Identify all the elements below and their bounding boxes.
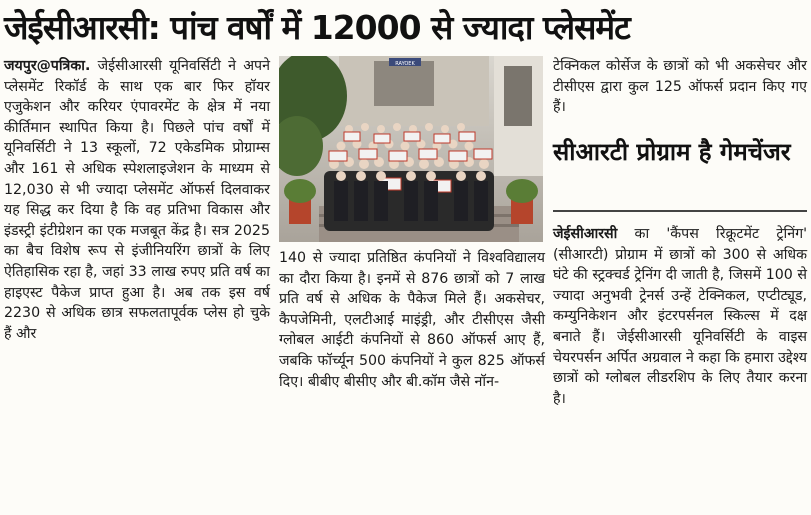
dateline: जयपुर@पत्रिका. — [4, 58, 91, 74]
article-column-1 — [4, 56, 270, 344]
column-3-top-text: टेक्निकल कोर्सेज के छात्रों को भी अकसेचर और टीसीएस द्वारा कुल 125 ऑफर्स प्रदान किए गए हैं। — [553, 58, 807, 116]
group-photo — [279, 56, 543, 242]
section-divider — [553, 210, 807, 212]
article-column-3-top — [553, 56, 807, 118]
headline: जेईसीआरसी: पांच वर्षों में 12000 से ज्यादा प्लेसमेंट — [4, 7, 630, 47]
column-1-text: जेईसीआरसी यूनिवर्सिटी ने अपने प्लेसमेंट रिकॉर्ड के साथ एक बार फिर हॉयर एजुकेशन और करियर एंपावरमेंट के क्षेत्र में नया कीर्तिमान स्थापित किया है। पिछले पांच वर्षों में यूनिवर्सिटी ने 13 स्कूलों, 72 एकेडमिक प्रोग्राम्स और 161 से अधिक स्पेशलाइजेशन के माध्यम से 12,030 से भी ज्यादा प्लेसमेंट ऑफर्स दिलवाकर यह सिद्ध कर दिया है कि वह प्रतिभा विकास और इंडस्ट्री इंटीग्रेशन का एक मजबूत केंद्र है। सत्र 2025 का बैच विशेष रूप से इंजीनियरिंग छात्रों के लिए ऐतिहासिक रहा है, जहां 33 लाख रुपए प्रति वर्ष का हाइएस्ट पैकेज प्राप्त हुआ है। अब तक इस वर्ष 2230 से अधिक छात्र सफलतापूर्वक प्लेस हो चुके हैं और — [4, 58, 270, 342]
building-sign: RAYOEK — [395, 61, 415, 67]
column-3-body-text: का 'कैंपस रिक्रूटमेंट ट्रेनिंग' (सीआरटी) प्रोग्राम में छात्रों को 300 से अधिक घंटे की स्ट्रक्चर्ड ट्रेनिंग दी जाती है, जिसमें 100 से ज्यादा अनुभवी ट्रेनर्स उन्हें टेक्निकल, एप्टीट्यूड, कम्युनिकेशन और इंटरपर्सनल स्किल्स में दक्ष बनाते हैं। जेईसीआरसी यूनिवर्सिटी के वाइस चेयरपर्सन अर्पित अग्रवाल ने कहा कि हमारा उद्देश्य छात्रों को ग्लोबल लीडरशिप के लिए तैयार करना है। — [553, 226, 807, 407]
subheading: सीआरटी प्रोग्राम है गेमचेंजर — [553, 138, 791, 166]
column-2-text: 140 से ज्यादा प्रतिष्ठित कंपनियों ने विश्वविद्यालय का दौरा किया है। इनमें से 876 छात्रों को 7 लाख प्रति वर्ष से अधिक के पैकेज मिले हैं। अकसेचर, कैपजेमिनी, एलटीआई माइंड्री, और टीसीएस जैसी ग्लोबल आईटी कंपनियों से 860 ऑफर्स आए हैं, जबकि फॉर्च्यून 500 कंपनियों ने कुल 825 ऑफर्स दिए। बीबीए बीसीए और बी.कॉम जैसे नॉन- — [279, 250, 545, 390]
lead-word: जेईसीआरसी — [553, 226, 618, 242]
article-column-2 — [279, 248, 545, 392]
article-column-3-body — [553, 224, 807, 409]
